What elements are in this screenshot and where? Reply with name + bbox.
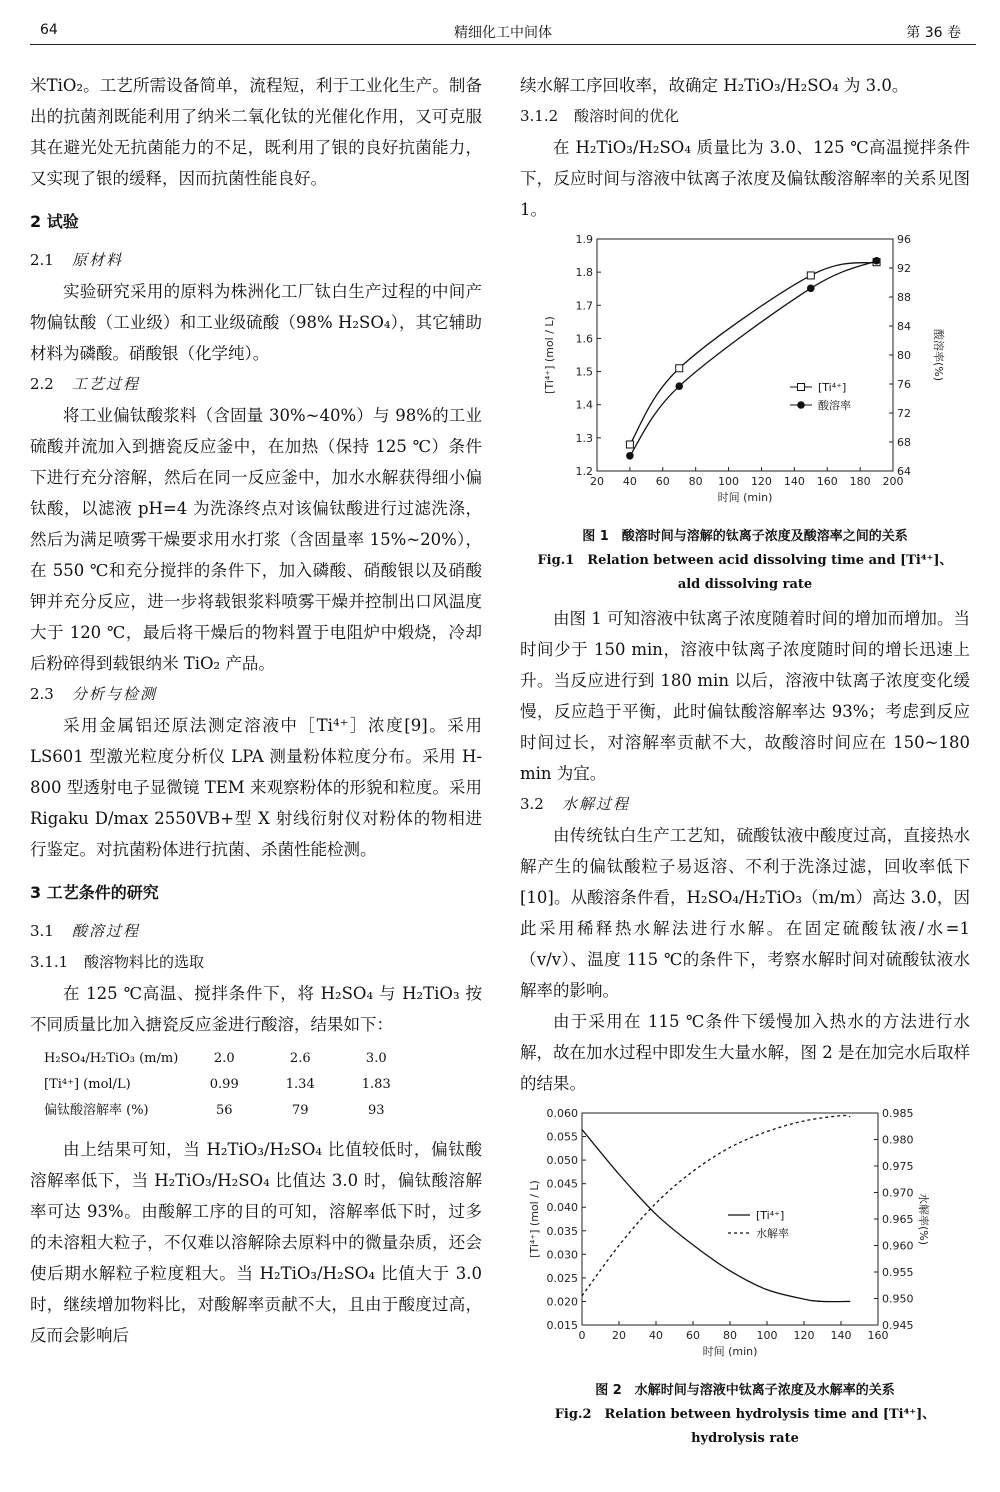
y2-axis-label: 酸溶率(%) bbox=[932, 328, 945, 382]
legend-marker bbox=[797, 401, 805, 409]
table-cell: 0.99 bbox=[209, 1077, 239, 1092]
y-tick-label: 0.020 bbox=[546, 1295, 578, 1309]
paragraph: 续水解工序回收率，故确定 H₂TiO₃/H₂SO₄ 为 3.0。 bbox=[520, 76, 909, 95]
page-header bbox=[30, 18, 976, 44]
paragraph: 在 H₂TiO₃/H₂SO₄ 质量比为 3.0、125 ℃高温搅拌条件下，反应时间与溶液中钛离子浓度及偏钛酸溶解率的关系见图 1。 bbox=[520, 138, 970, 219]
subsection-number: 2.3 bbox=[30, 685, 54, 703]
x-tick-label: 140 bbox=[830, 1329, 852, 1342]
table-cell: 3.0 bbox=[365, 1051, 387, 1066]
y2-tick-label: 0.970 bbox=[882, 1186, 914, 1200]
paragraph: 由于采用在 115 ℃条件下缓慢加入热水的方法进行水解，故在加水过程中即发生大量水解，图 2 是在加完水后取样的结果。 bbox=[520, 1012, 970, 1093]
y-tick-label: 0.035 bbox=[546, 1224, 578, 1238]
subsection-title: 水解过程 bbox=[562, 795, 631, 813]
x-tick-label: 60 bbox=[655, 475, 670, 488]
y2-tick-label: 64 bbox=[897, 465, 911, 478]
subsection-heading bbox=[30, 245, 482, 276]
x-tick-label: 80 bbox=[723, 1329, 737, 1342]
paragraph: 由上结果可知，当 H₂TiO₃/H₂SO₄ 比值较低时，偏钛酸溶解率低下，当 H₂TiO₃/H₂SO₄ 比值达 3.0 时，偏钛酸溶解率可达 93%。由酸解工序的目的可知，溶解率低下时，过多的未溶粗大粒子，不仅难以溶解除去原料中的微量杂质，还会使后期水解粒子粒度粗大。当 H₂TiO₃/H₂SO₄ 比值大于 3.0 时，继续增加物料比，对酸解率贡献不大，且由于酸度过高，反而会影响后 bbox=[30, 1140, 482, 1345]
subsection-heading bbox=[30, 369, 482, 400]
x-tick-label: 40 bbox=[649, 1329, 663, 1342]
figure-2 bbox=[520, 1105, 970, 1375]
legend-label: [Ti⁴⁺] bbox=[818, 381, 847, 394]
subsection-heading bbox=[30, 679, 482, 710]
y2-tick-label: 0.950 bbox=[882, 1292, 914, 1306]
table-row bbox=[36, 1046, 414, 1072]
legend-label: [Ti⁴⁺] bbox=[756, 1209, 785, 1222]
x-tick-label: 0 bbox=[578, 1329, 586, 1342]
data-point bbox=[807, 285, 815, 293]
series-line bbox=[582, 1115, 850, 1295]
y-tick-label: 0.040 bbox=[546, 1201, 578, 1215]
subsection-number: 2.2 bbox=[30, 375, 54, 393]
y2-tick-label: 96 bbox=[897, 233, 911, 246]
subsubsection-number: 3.1.2 bbox=[520, 107, 559, 125]
y-tick-label: 0.030 bbox=[546, 1248, 578, 1262]
legend-label: 水解率 bbox=[756, 1227, 789, 1240]
y-tick-label: 0.055 bbox=[546, 1130, 578, 1144]
data-point bbox=[626, 441, 633, 448]
subsection-title: 分析与检测 bbox=[72, 685, 158, 703]
header-rule bbox=[30, 44, 976, 45]
table-cell: 2.6 bbox=[289, 1051, 311, 1066]
y2-tick-label: 0.945 bbox=[882, 1319, 914, 1332]
subsubsection-heading bbox=[520, 101, 970, 132]
subsubsection-title: 酸溶物料比的选取 bbox=[84, 953, 205, 971]
table-cell: 56 bbox=[215, 1103, 233, 1118]
subsection-title: 酸溶过程 bbox=[72, 922, 141, 940]
data-point bbox=[626, 452, 634, 460]
table-cell: 2.0 bbox=[213, 1051, 235, 1066]
paragraph: 实验研究采用的原料为株洲化工厂钛白生产过程的中间产物偏钛酸（工业级）和工业级硫酸（98% H₂SO₄），其它辅助材料为磷酸。硝酸银（化学纯）。 bbox=[30, 282, 482, 363]
page-number: 64 bbox=[40, 22, 58, 38]
series-line bbox=[582, 1129, 850, 1301]
paragraph: 采用金属铝还原法测定溶液中［Ti⁴⁺］浓度[9]。采用 LS601 型激光粒度分析仪 LPA 测量粉体粒度分布。采用 H-800 型透射电子显微镜 TEM 来观察粉体的形貌和粒度。采用 Rigaku D/max 2550VB+型 X 射线衍射仪对粉体的物相进行鉴定。对抗菌粉体进行抗菌、杀菌性能检测。 bbox=[30, 716, 482, 859]
y-tick-label: 0.025 bbox=[546, 1271, 578, 1285]
x-tick-label: 20 bbox=[590, 475, 604, 488]
y-axis-label: [Ti⁴⁺] (mol / L) bbox=[528, 1180, 541, 1258]
legend-label: 酸溶率 bbox=[818, 399, 851, 412]
section-heading: 3 工艺条件的研究 bbox=[30, 883, 159, 902]
y2-tick-label: 0.960 bbox=[882, 1239, 914, 1253]
left-column bbox=[30, 70, 482, 1351]
y-tick-label: 1.9 bbox=[575, 233, 593, 246]
x-tick-label: 160 bbox=[816, 475, 838, 488]
y-tick-label: 0.050 bbox=[546, 1154, 578, 1168]
table-row-label: [Ti⁴⁺] (mol/L) bbox=[44, 1077, 131, 1092]
y-axis-label: [Ti⁴⁺] (mol / L) bbox=[543, 316, 556, 394]
subsection-number: 2.1 bbox=[30, 251, 54, 269]
y-tick-label: 0.015 bbox=[546, 1319, 578, 1332]
table-row bbox=[36, 1098, 414, 1124]
data-point bbox=[807, 272, 814, 279]
figure-2-caption-cn: 图 2 水解时间与溶液中钛离子浓度及水解率的关系 bbox=[595, 1383, 895, 1398]
paragraph: 米TiO₂。工艺所需设备简单，流程短，利于工业化生产。制备出的抗菌剂既能利用了纳米二氧化钛的光催化作用，又可克服其在避光处无抗菌能力的不足，既利用了银的良好抗菌能力，又实现了银的缓释，因而抗菌性能良好。 bbox=[30, 76, 482, 188]
series-line bbox=[630, 262, 877, 444]
x-axis-label: 时间 (min) bbox=[702, 1345, 758, 1358]
y-tick-label: 1.7 bbox=[575, 299, 593, 313]
y2-tick-label: 84 bbox=[897, 320, 911, 333]
x-tick-label: 120 bbox=[750, 475, 772, 488]
x-tick-label: 100 bbox=[756, 1329, 778, 1342]
table-cell: 1.83 bbox=[361, 1077, 391, 1092]
y-tick-label: 0.045 bbox=[546, 1177, 578, 1191]
y-tick-label: 1.5 bbox=[575, 365, 593, 379]
figure-1-chart bbox=[520, 231, 970, 511]
paragraph: 由图 1 可知溶液中钛离子浓度随着时间的增加而增加。当时间少于 150 min，溶液中钛离子浓度随时间的增长迅速上升。当反应进行到 180 min 以后，溶液中钛离子浓度变化缓慢，反应趋于平衡，此时偏钛酸溶解率达 93%；考虑到反应时间过长，对溶解率贡献不大，故酸溶时间应在 150~180 min 为宜。 bbox=[520, 609, 970, 783]
y2-tick-label: 0.965 bbox=[882, 1213, 914, 1226]
y2-tick-label: 76 bbox=[897, 378, 911, 391]
paragraph: 由传统钛白生产工艺知，硫酸钛液中酸度过高，直接热水解产生的偏钛酸粒子易返溶、不利于洗涤过滤，回收率低下[10]。从酸溶条件看，H₂SO₄/H₂TiO₃（m/m）高达 3.0，因此采用稀释热水解法进行水解。在固定硫酸钛液/水=1（v/v）、温度 115 ℃的条件下，考察水解时间对硫酸钛液水解率的影响。 bbox=[520, 826, 970, 1000]
x-tick-label: 80 bbox=[688, 475, 703, 488]
y-tick-label: 1.4 bbox=[575, 398, 593, 412]
y-tick-label: 0.060 bbox=[546, 1107, 578, 1120]
paragraph: 将工业偏钛酸浆料（含固量 30%~40%）与 98%的工业硫酸并流加入到搪瓷反应釜中，在加热（保持 125 ℃）条件下进行充分溶解，然后在同一反应釜中，加水水解获得细小偏钛酸，以滤液 pH=4 为洗涤终点对该偏钛酸进行过滤洗涤，然后为满足喷雾干燥要求用水打浆（含固量率 15%~20%），在 550 ℃和充分搅拌的条件下，加入磷酸、硝酸银以及硝酸钾并充分反应，进一步将载银浆料喷雾干燥并控制出口风温度大于 120 ℃，最后将干燥后的物料置于电阻炉中煅烧，冷却后粉碎得到载银纳米 TiO₂ 产品。 bbox=[30, 406, 482, 673]
subsection-title: 原材料 bbox=[72, 251, 124, 269]
subsection-number: 3.1 bbox=[30, 922, 54, 940]
data-point bbox=[873, 257, 881, 265]
x-tick-label: 100 bbox=[718, 475, 740, 488]
table-row-label: H₂SO₄/H₂TiO₃ (m/m) bbox=[44, 1051, 179, 1066]
y2-tick-label: 68 bbox=[897, 436, 911, 449]
y-tick-label: 1.8 bbox=[575, 266, 593, 280]
journal-name: 精细化工中间体 bbox=[454, 25, 552, 41]
x-tick-label: 120 bbox=[793, 1329, 815, 1342]
y2-tick-label: 88 bbox=[897, 291, 911, 304]
x-tick-label: 200 bbox=[882, 475, 904, 488]
y2-tick-label: 80 bbox=[897, 349, 911, 362]
x-tick-label: 20 bbox=[612, 1329, 626, 1342]
y-tick-label: 1.2 bbox=[575, 465, 593, 478]
table-row-label: 偏钛酸溶解率 (%) bbox=[44, 1103, 149, 1118]
y-tick-label: 1.3 bbox=[575, 431, 593, 445]
series-line bbox=[630, 261, 877, 456]
y2-tick-label: 0.980 bbox=[882, 1133, 914, 1147]
plot-frame bbox=[582, 1113, 878, 1325]
figure-2-caption-en-line2: hydrolysis rate bbox=[691, 1431, 799, 1446]
y-tick-label: 1.6 bbox=[575, 332, 593, 346]
x-tick-label: 40 bbox=[622, 475, 637, 488]
subsection-heading bbox=[30, 916, 482, 947]
section-heading: 2 试验 bbox=[30, 212, 79, 231]
table-row bbox=[36, 1072, 414, 1098]
y2-tick-label: 0.955 bbox=[882, 1266, 914, 1279]
paragraph: 在 125 ℃高温、搅拌条件下，将 H₂SO₄ 与 H₂TiO₃ 按不同质量比加入搪瓷反应釜进行酸溶，结果如下： bbox=[30, 984, 482, 1034]
subsection-heading bbox=[520, 789, 970, 820]
y2-tick-label: 92 bbox=[897, 262, 911, 275]
table-cell: 79 bbox=[291, 1103, 309, 1118]
x-tick-label: 180 bbox=[849, 475, 871, 488]
subsubsection-number: 3.1.1 bbox=[30, 953, 69, 971]
x-tick-label: 140 bbox=[783, 475, 805, 488]
y2-axis-label: 水解率(%) bbox=[917, 1192, 930, 1246]
data-point bbox=[676, 365, 683, 372]
figure-1 bbox=[520, 231, 970, 521]
figure-1-caption-cn: 图 1 酸溶时间与溶解的钛离子浓度及酸溶率之间的关系 bbox=[582, 529, 908, 544]
y2-tick-label: 72 bbox=[897, 407, 911, 420]
figure-1-caption-en: Fig.1 Relation between acid dissolving time and [Ti⁴⁺]、 bbox=[537, 553, 953, 568]
volume-label: 第 36 卷 bbox=[906, 25, 961, 41]
figure-2-caption-en: Fig.2 Relation between hydrolysis time and [Ti⁴⁺]、 bbox=[554, 1407, 936, 1422]
figure-2-chart bbox=[520, 1105, 970, 1365]
y2-tick-label: 0.985 bbox=[882, 1107, 914, 1120]
x-tick-label: 160 bbox=[867, 1329, 889, 1342]
right-column bbox=[520, 70, 970, 1451]
y2-tick-label: 0.975 bbox=[882, 1160, 914, 1173]
result-table bbox=[36, 1046, 414, 1124]
table-cell: 1.34 bbox=[285, 1077, 315, 1092]
legend-marker bbox=[798, 384, 805, 391]
subsubsection-title: 酸溶时间的优化 bbox=[574, 107, 680, 125]
subsubsection-heading bbox=[30, 947, 482, 978]
x-tick-label: 60 bbox=[686, 1329, 700, 1342]
table-cell: 93 bbox=[367, 1103, 385, 1118]
subsection-title: 工艺过程 bbox=[72, 375, 141, 393]
figure-1-caption-en-line2: ald dissolving rate bbox=[677, 577, 813, 592]
x-axis-label: 时间 (min) bbox=[717, 491, 773, 504]
subsection-number: 3.2 bbox=[520, 795, 544, 813]
data-point bbox=[675, 382, 683, 390]
